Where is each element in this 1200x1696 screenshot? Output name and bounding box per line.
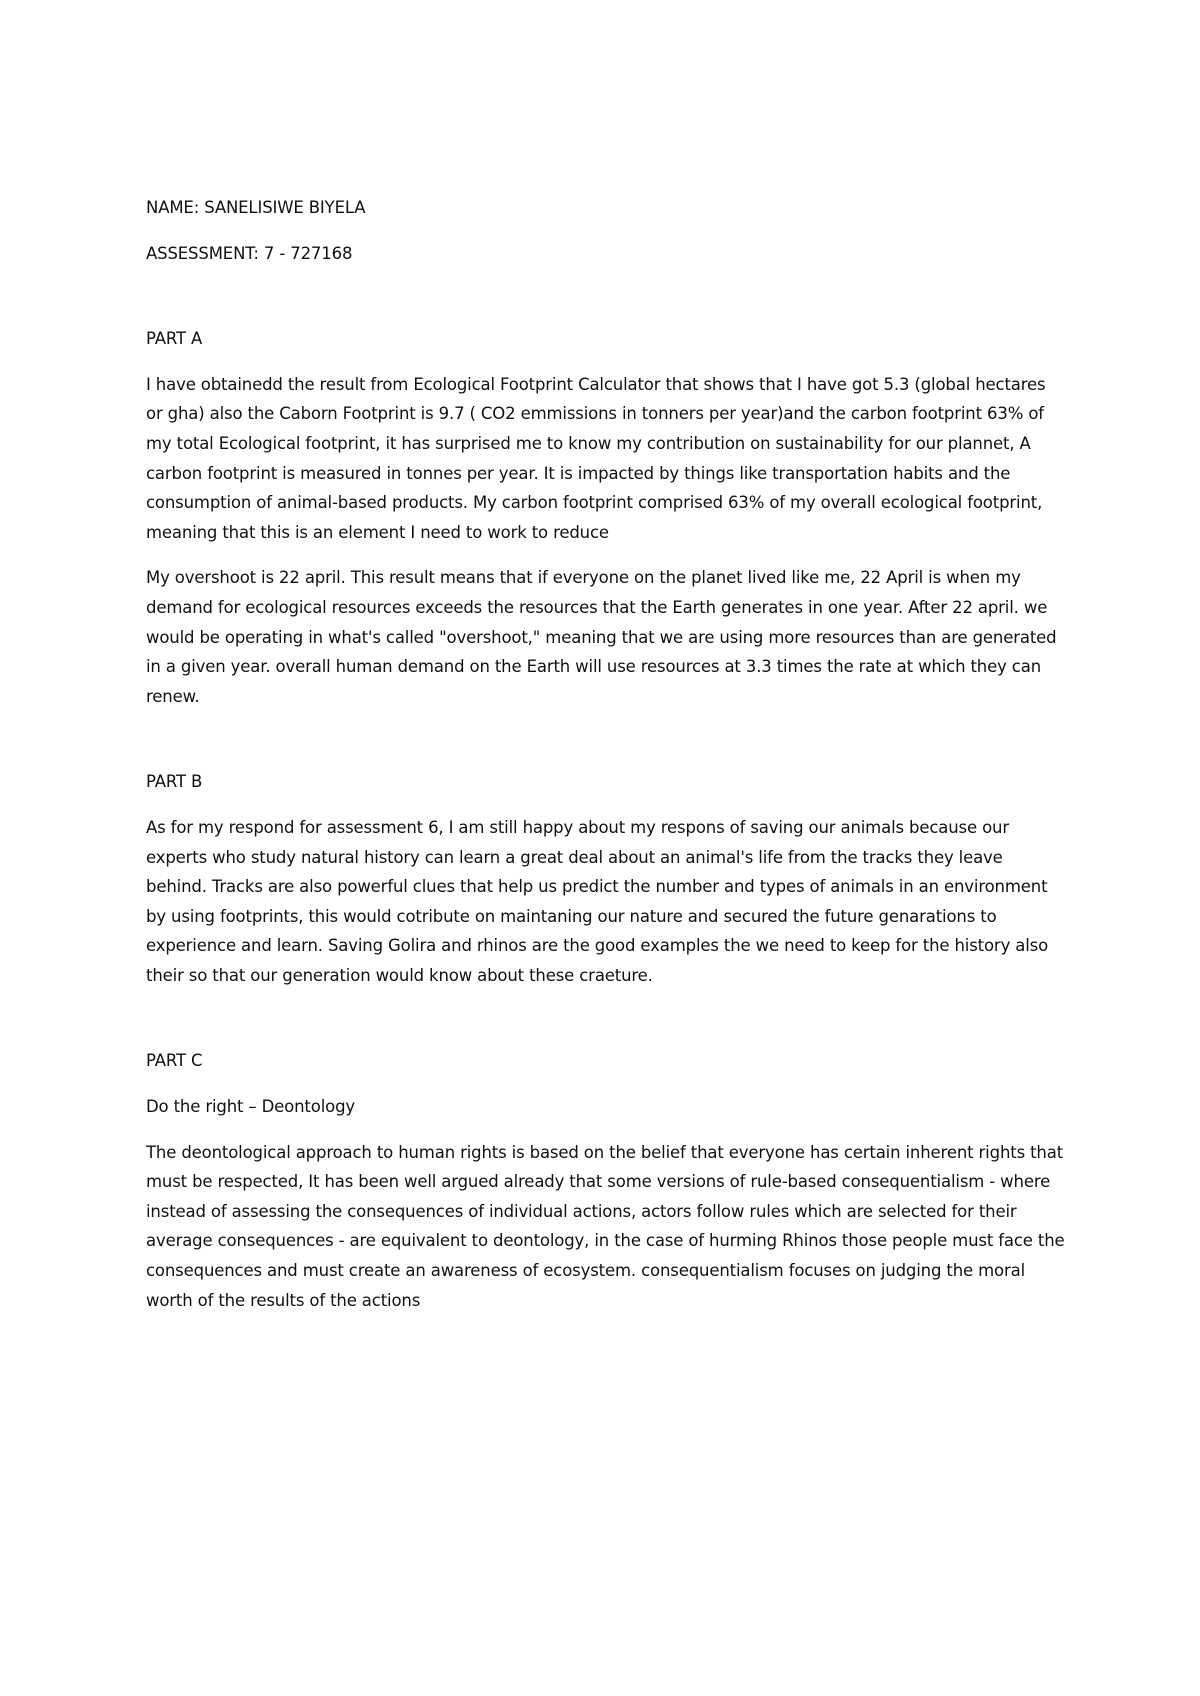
- assessment-number: ASSESSMENT: 7 - 727168: [146, 243, 353, 263]
- spacer: [146, 797, 1066, 813]
- part-a-paragraph-1: I have obtainedd the result from Ecological Footprint Calculator that shows that I have got 5.3 (global hectares or gha) also the Caborn Footprint is 9.7 ( CO2 emmissions in tonners per year)and the carbon footprint 63% of my total Ecological footprint, it has surprised me to know my contribution on sustainability for our plannet, A carbon footprint is measured in tonnes per year. It is impacted by things like transportation habits and the consumption of animal-based products. My carbon footprint comprised 63% of my overall ecological footprint, meaning that this is an element I need to work to reduce: [146, 374, 1046, 542]
- spacer: [146, 1122, 1066, 1138]
- part-c-paragraph-1: The deontological approach to human rights is based on the belief that everyone has certain inherent rights that must be respected, It has been well argued already that some versions of rule-based consequentialism - where instead of assessing the consequences of individual actions, actors follow rules which are selected for their average consequences - are equivalent to deontology, in the case of hurming Rhinos those people must face the consequences and must create an awareness of ecosystem. consequentialism focuses on judging the moral worth of the results of the actions: [146, 1142, 1065, 1310]
- spacer: [146, 268, 1066, 324]
- spacer: [146, 990, 1066, 1046]
- spacer: [146, 711, 1066, 767]
- student-name: NAME: SANELISIWE BIYELA: [146, 198, 366, 217]
- part-c-heading: PART C: [146, 1051, 203, 1071]
- spacer: [146, 547, 1066, 563]
- part-a-paragraph-2: My overshoot is 22 april. This result means that if everyone on the planet lived like me, 22 April is when my demand for ecological resources exceeds the resources that the Earth generates in one year. After 22 april. we would be operating in what's called "overshoot," meaning that we are using more resources than are generated in a given year. overall human demand on the Earth will use resources at 3.3 times the rate at which they can renew.: [146, 568, 1057, 706]
- part-b-paragraph-1: As for my respond for assessment 6, I am still happy about my respons of saving our animals because our experts who study natural history can learn a great deal about an animal's life from the tracks they leave behind. Tracks are also powerful clues that help us predict the number and types of animals in an environment by using footprints, this would cotribute on maintaning our nature and secured the future genarations to experience and learn. Saving Golira and rhinos are the good examples the we need to keep for the history also their so that our generation would know about these craeture.: [146, 817, 1049, 985]
- part-c-subheading: Do the right – Deontology: [146, 1097, 356, 1117]
- spacer: [146, 354, 1066, 370]
- part-b-heading: PART B: [146, 772, 203, 792]
- document-body: [146, 193, 1066, 1315]
- spacer: [146, 1076, 1066, 1092]
- spacer: [146, 223, 1066, 239]
- part-a-heading: PART A: [146, 329, 203, 349]
